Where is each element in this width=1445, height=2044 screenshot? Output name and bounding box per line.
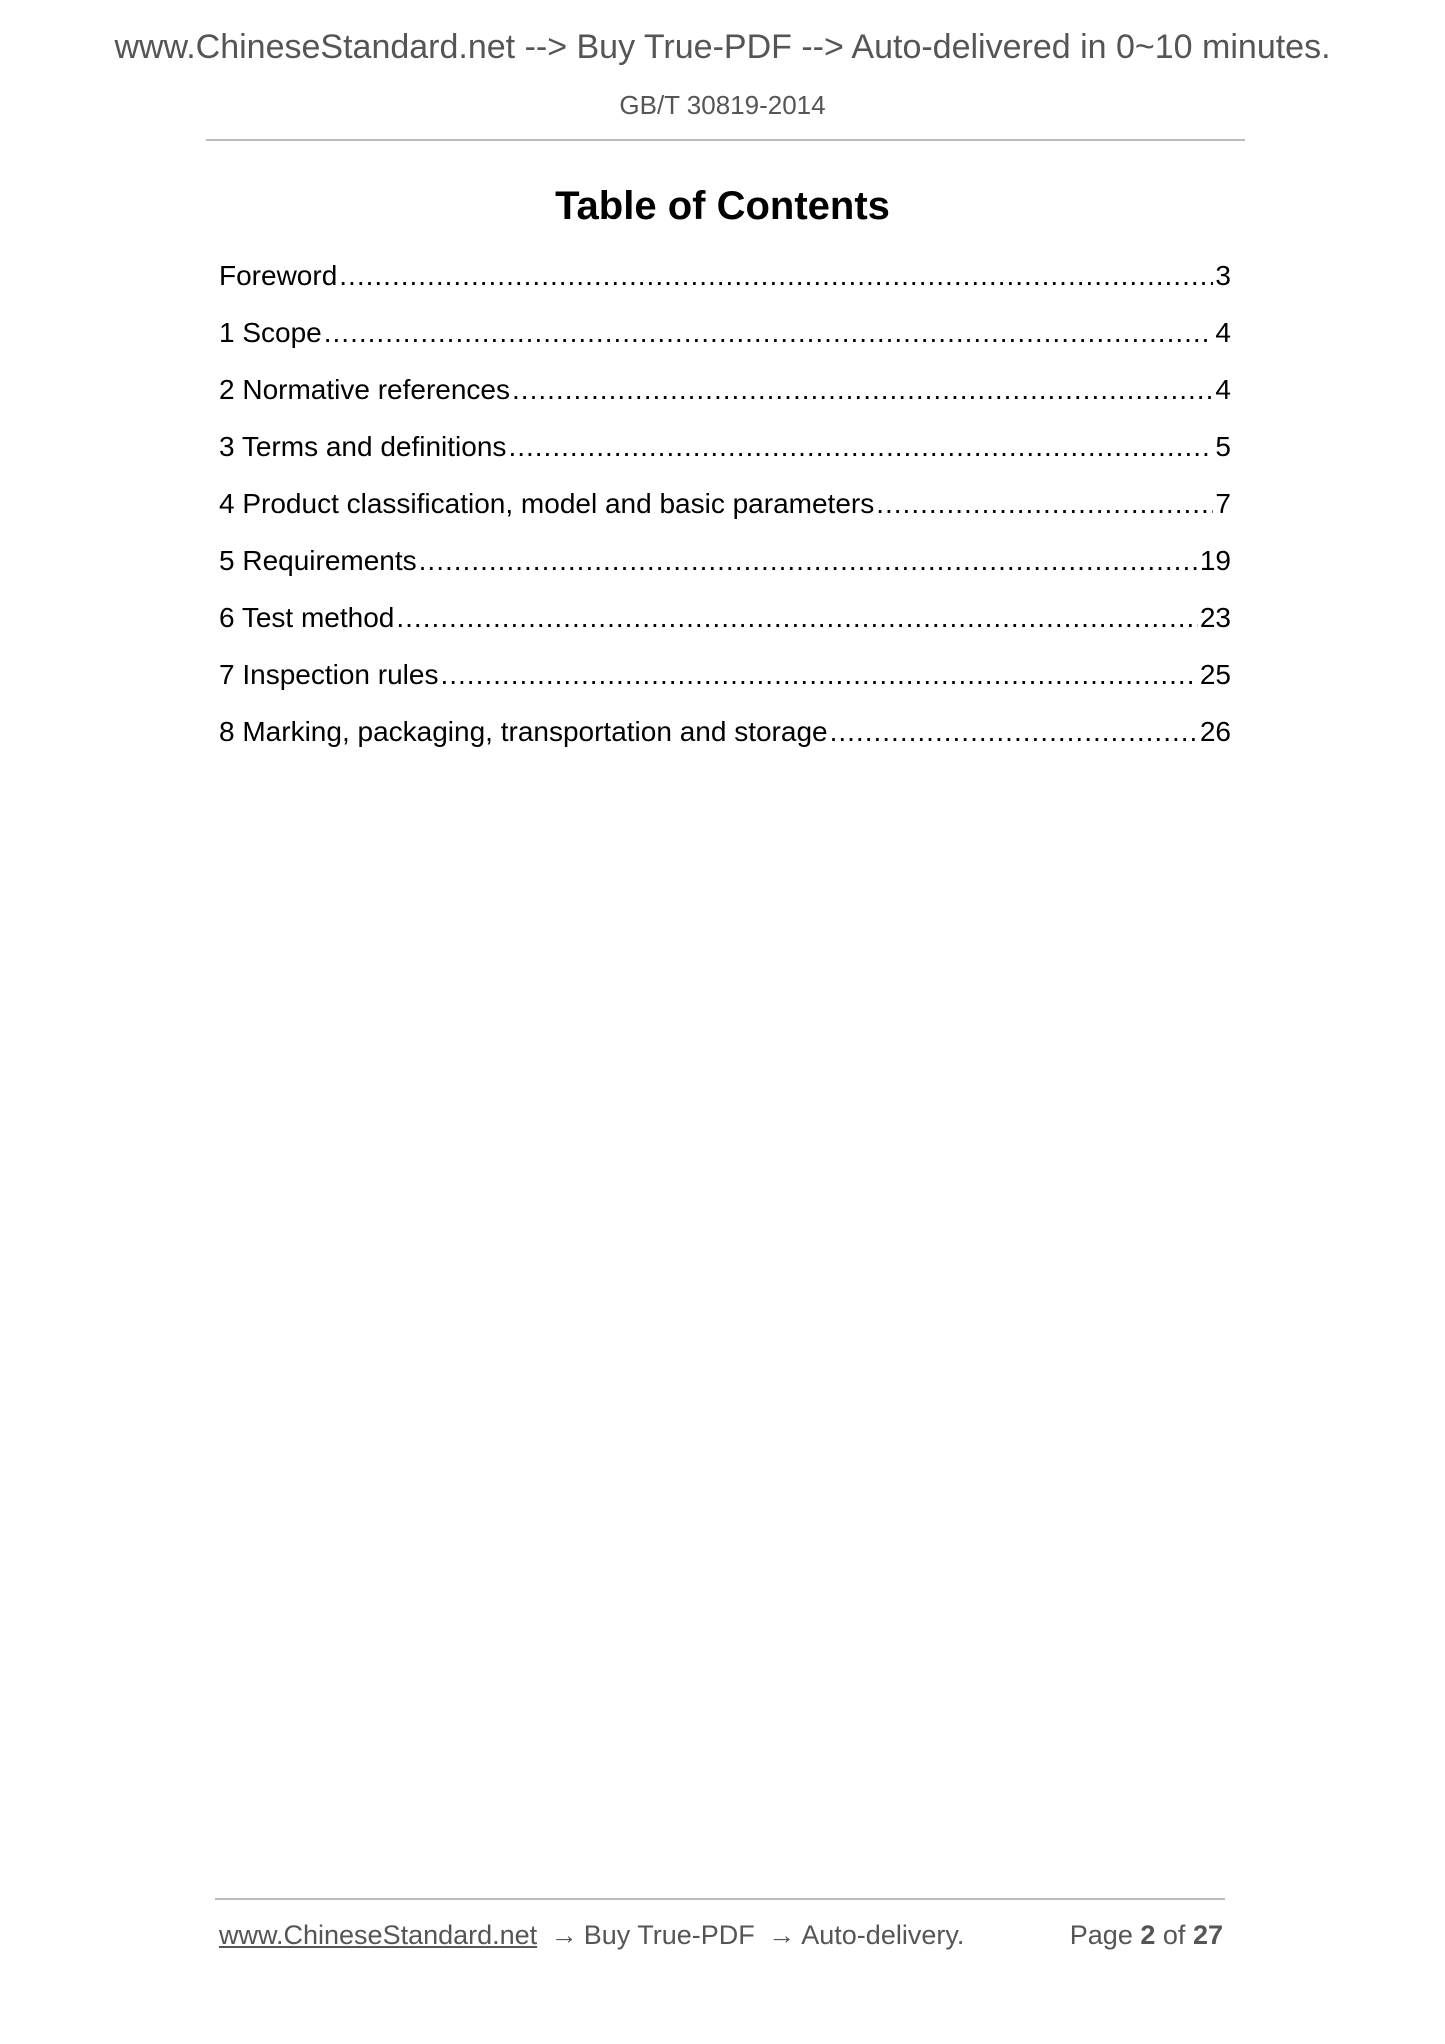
toc-dot-leader (324, 315, 1214, 351)
toc-entry-label: 8 Marking, packaging, transportation and storage (219, 716, 828, 747)
page-number (1070, 1920, 1223, 1951)
toc-entry-page: 7 (1215, 488, 1231, 519)
toc-entry-product-classification[interactable] (219, 486, 1231, 543)
toc-entry-page: 23 (1199, 602, 1231, 633)
toc-entry-page: 4 (1215, 374, 1231, 405)
toc-entry-page: 19 (1199, 545, 1231, 576)
footer-buy-text: Buy True-PDF (583, 1920, 755, 1950)
top-banner: www.ChineseStandard.net --> Buy True-PDF --> Auto-delivered in 0~10 minutes. (114, 28, 1331, 66)
toc-dot-leader (440, 657, 1197, 693)
footer-promo (219, 1920, 964, 1951)
document-code: GB/T 30819-2014 (619, 90, 826, 120)
arrow-right-icon: → (768, 1920, 796, 1950)
toc-entry-label: 7 Inspection rules (219, 659, 439, 690)
toc-entry-page: 5 (1215, 431, 1231, 462)
header-divider (206, 139, 1245, 141)
toc-list (219, 258, 1231, 771)
toc-dot-leader (830, 714, 1198, 750)
page-current: 2 (1140, 1920, 1156, 1950)
toc-entry-terms-and-definitions[interactable] (219, 429, 1231, 486)
toc-entry-normative-references[interactable] (219, 372, 1231, 429)
toc-entry-page: 3 (1215, 260, 1231, 291)
footer-divider (215, 1898, 1225, 1900)
page-footer (219, 1920, 1229, 1960)
toc-entry-inspection-rules[interactable] (219, 657, 1231, 714)
page-of: of (1162, 1920, 1186, 1950)
page-total: 27 (1192, 1920, 1223, 1950)
arrow-right-icon: → (550, 1920, 578, 1950)
toc-dot-leader (339, 258, 1213, 294)
toc-entry-label: 4 Product classification, model and basic parameters (219, 488, 875, 519)
toc-dot-leader (419, 543, 1198, 579)
toc-entry-page: 25 (1199, 659, 1231, 690)
toc-entry-label: 3 Terms and definitions (219, 431, 507, 462)
footer-site-link[interactable]: www.ChineseStandard.net (219, 1920, 538, 1950)
toc-title: Table of Contents (555, 184, 890, 228)
toc-entry-test-method[interactable] (219, 600, 1231, 657)
toc-dot-leader (396, 600, 1197, 636)
toc-entry-foreword[interactable] (219, 258, 1231, 315)
toc-entry-marking-packaging[interactable] (219, 714, 1231, 771)
toc-entry-label: 2 Normative references (219, 374, 511, 405)
toc-entry-requirements[interactable] (219, 543, 1231, 600)
toc-entry-label: 6 Test method (219, 602, 395, 633)
toc-entry-scope[interactable] (219, 315, 1231, 372)
toc-entry-label: 5 Requirements (219, 545, 417, 576)
page-label: Page (1069, 1920, 1133, 1950)
toc-dot-leader (508, 429, 1213, 465)
toc-dot-leader (876, 486, 1213, 522)
toc-entry-label: 1 Scope (219, 317, 322, 348)
toc-entry-page: 26 (1199, 716, 1231, 747)
toc-entry-page: 4 (1215, 317, 1231, 348)
toc-entry-label: Foreword (219, 260, 338, 291)
footer-delivery-text: Auto-delivery. (801, 1920, 965, 1950)
toc-dot-leader (512, 372, 1213, 408)
